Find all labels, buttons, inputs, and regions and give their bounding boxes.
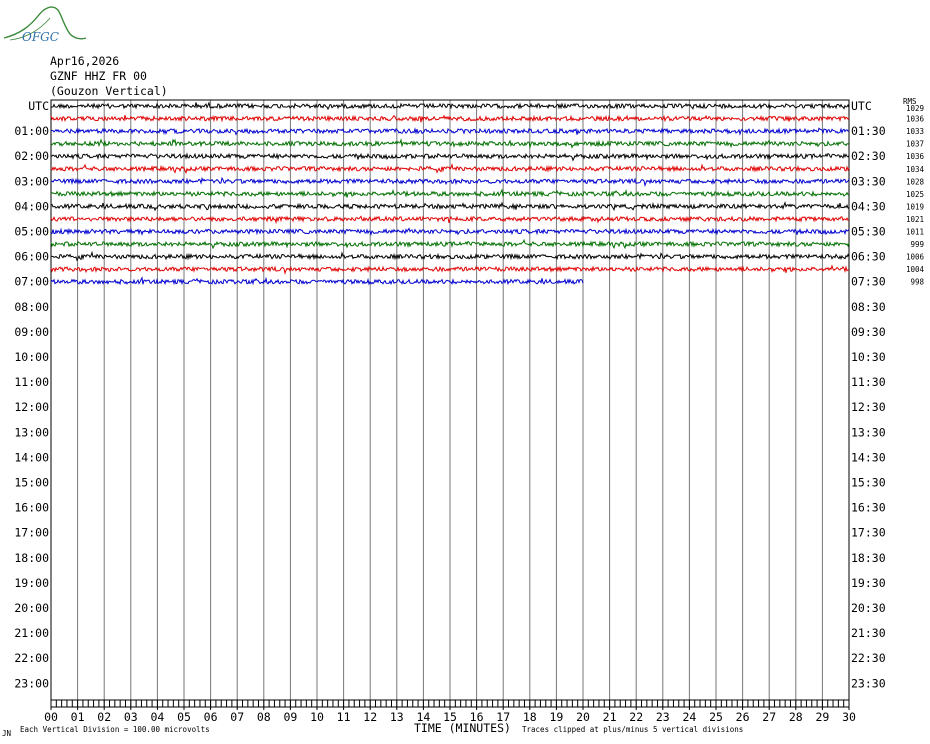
left-hour-label: 22:00 [14, 651, 49, 666]
right-hour-label: 22:30 [851, 651, 886, 666]
rms-value: 1011 [905, 227, 924, 237]
left-hour-labels [14, 99, 49, 690]
minute-gridlines [78, 100, 823, 707]
x-tick-label: 07 [230, 710, 245, 724]
right-hour-label: 15:30 [851, 475, 886, 490]
rms-value: 1019 [905, 202, 924, 212]
x-tick-label: 12 [363, 710, 378, 724]
rms-header: RMS [903, 97, 917, 106]
right-hour-label: 17:30 [851, 525, 886, 540]
x-tick-label: 23 [655, 710, 670, 724]
rms-value: 1004 [905, 265, 924, 275]
vertical-division-note: Each Vertical Division = 100.00 microvolts [20, 725, 210, 734]
left-hour-label: 11:00 [14, 375, 49, 390]
rms-labels [903, 97, 924, 287]
logo-text: OFGC [22, 30, 59, 44]
right-hour-label: 23:30 [851, 676, 886, 691]
x-tick-label: 09 [283, 710, 298, 724]
x-tick-label: 13 [389, 710, 404, 724]
right-hour-label: 06:30 [851, 249, 886, 264]
rms-value: 1028 [905, 177, 924, 187]
right-hour-label: 12:30 [851, 400, 886, 415]
right-hour-label: 02:30 [851, 149, 886, 164]
left-hour-label: 13:00 [14, 425, 49, 440]
x-tick-label: 06 [203, 710, 218, 724]
left-hour-label: 21:00 [14, 626, 49, 641]
x-tick-label: 17 [496, 710, 511, 724]
rms-value: 1036 [905, 114, 924, 124]
x-tick-label: 02 [97, 710, 112, 724]
rms-value: 1037 [905, 139, 924, 149]
left-hour-label: 14:00 [14, 450, 49, 465]
rms-value: 998 [910, 277, 924, 287]
left-hour-label: 10:00 [14, 350, 49, 364]
right-hour-label: 13:30 [851, 425, 886, 440]
x-tick-label: 19 [549, 710, 564, 724]
right-hour-label: 01:30 [851, 124, 886, 139]
x-tick-label: 25 [709, 710, 723, 724]
rms-value: 1025 [905, 189, 924, 199]
rms-value: 1036 [905, 152, 924, 162]
left-hour-label: 19:00 [14, 575, 49, 590]
x-tick-label: 29 [815, 710, 830, 724]
left-hour-label: 18:00 [14, 550, 49, 565]
station-code: GZNF HHZ FR 00 [50, 69, 147, 83]
left-hour-label: 17:00 [14, 525, 49, 540]
x-tick-label: 16 [469, 710, 484, 724]
x-axis-ticks [51, 700, 849, 710]
rms-value: 1034 [905, 164, 924, 174]
x-tick-label: 20 [576, 710, 590, 724]
rms-value: 1033 [905, 127, 924, 137]
x-tick-label: 27 [762, 710, 777, 724]
right-hour-label: 16:30 [851, 500, 886, 515]
right-hour-label: 11:30 [851, 375, 886, 390]
x-tick-label: 08 [256, 710, 271, 724]
x-tick-label: 22 [629, 710, 644, 724]
x-tick-label: 21 [602, 710, 617, 724]
left-hour-label: 02:00 [14, 149, 49, 164]
left-hour-label: 07:00 [14, 274, 49, 289]
x-tick-label: 15 [443, 710, 457, 724]
right-hour-label: 20:30 [851, 601, 886, 615]
x-tick-label: 03 [123, 710, 138, 724]
x-axis-label: TIME (MINUTES) [414, 721, 511, 735]
clip-note: Traces clipped at plus/minus 5 vertical divisions [522, 725, 744, 734]
right-hour-label: 03:30 [851, 174, 886, 189]
rms-value: 1006 [905, 252, 924, 262]
x-tick-label: 05 [177, 710, 191, 724]
left-hour-label: 06:00 [14, 249, 49, 264]
left-hour-label: 12:00 [14, 400, 49, 415]
right-hour-label: UTC [851, 99, 872, 113]
left-hour-label: 15:00 [14, 475, 49, 490]
right-hour-label: 19:30 [851, 575, 886, 590]
x-tick-label: 18 [522, 710, 537, 724]
x-tick-label: 24 [682, 710, 697, 724]
rms-value: 999 [910, 240, 924, 250]
left-hour-label: 20:00 [14, 601, 49, 615]
right-hour-label: 07:30 [851, 274, 886, 289]
plot-date: Apr16,2026 [50, 54, 120, 68]
right-hour-label: 10:30 [851, 350, 886, 364]
left-hour-label: 16:00 [14, 500, 49, 515]
rms-value: 1029 [905, 104, 924, 113]
left-hour-label: 04:00 [14, 199, 49, 214]
left-hour-label: 01:00 [14, 124, 49, 139]
right-hour-label: 09:30 [851, 324, 886, 339]
left-hour-label: 05:00 [14, 224, 49, 239]
logo [4, 7, 86, 44]
station-location: (Gouzon Vertical) [50, 84, 168, 98]
left-hour-label: 03:00 [14, 174, 49, 189]
right-hour-label: 04:30 [851, 199, 886, 214]
left-hour-label: 08:00 [14, 299, 49, 314]
x-tick-label: 14 [416, 710, 431, 724]
x-tick-label: 28 [788, 710, 803, 724]
left-hour-label: 09:00 [14, 324, 49, 339]
x-tick-label: 00 [44, 710, 58, 724]
right-hour-label: 14:30 [851, 450, 886, 465]
right-hour-label: 05:30 [851, 224, 886, 239]
x-tick-label: 26 [735, 710, 750, 724]
x-tick-label: 10 [310, 710, 324, 724]
rms-value: 1021 [905, 214, 924, 224]
x-tick-label: 30 [842, 710, 856, 724]
right-hour-labels [851, 99, 886, 690]
left-hour-label: UTC [28, 99, 49, 113]
x-tick-label: 01 [70, 710, 85, 724]
right-hour-label: 08:30 [851, 299, 886, 314]
x-tick-label: 11 [336, 710, 351, 724]
corner-mark: JN [2, 729, 12, 738]
x-tick-label: 04 [150, 710, 165, 724]
left-hour-label: 23:00 [14, 676, 49, 691]
right-hour-label: 18:30 [851, 550, 886, 565]
right-hour-label: 21:30 [851, 626, 886, 641]
